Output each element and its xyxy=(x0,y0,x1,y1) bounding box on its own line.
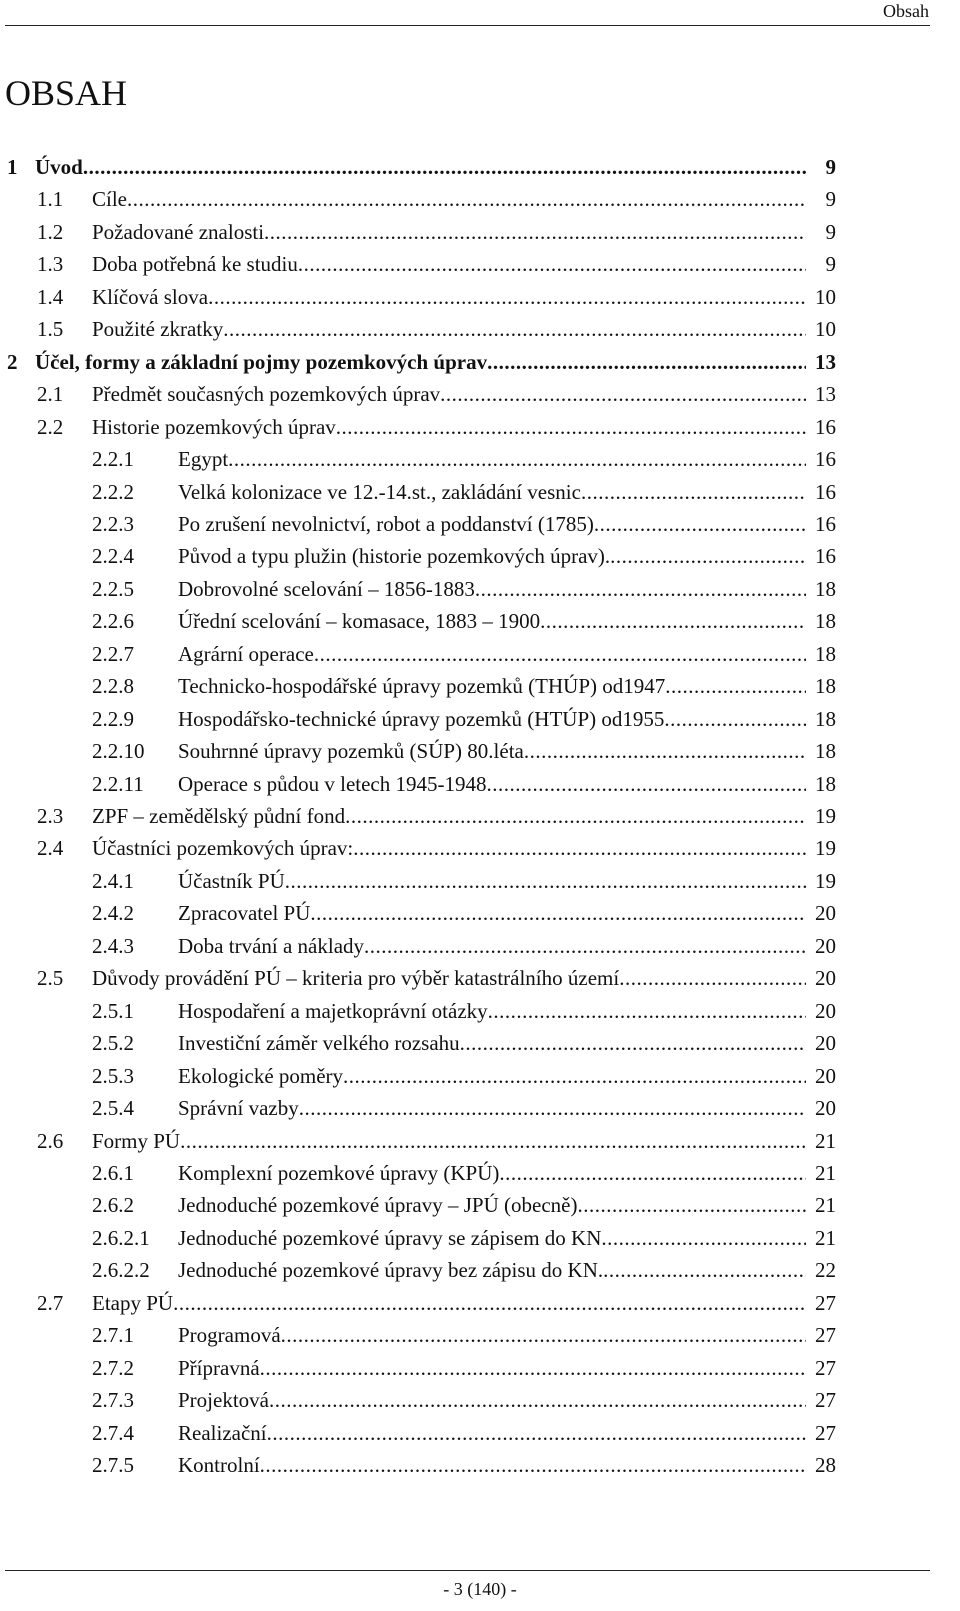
toc-entry-page: 22 xyxy=(815,1258,836,1283)
toc-dot-leader xyxy=(223,313,806,346)
toc-entry-page: 20 xyxy=(815,966,836,991)
toc-entry-number: 2.2 xyxy=(37,414,64,439)
toc-entry-number: 2.2.5 xyxy=(92,576,134,601)
toc-entry[interactable] xyxy=(0,248,960,281)
toc-entry-number: 2.4.1 xyxy=(92,868,134,893)
toc-entry[interactable] xyxy=(0,735,960,768)
toc-entry[interactable] xyxy=(0,1384,960,1417)
toc-entry-label: Jednoduché pozemkové úpravy se zápisem do KN xyxy=(178,1225,602,1250)
toc-entry[interactable] xyxy=(0,930,960,963)
toc-entry-number: 2.7.5 xyxy=(92,1453,134,1477)
toc-entry-label: Účastník PÚ xyxy=(178,868,285,893)
toc-entry[interactable] xyxy=(0,832,960,865)
toc-entry-number: 2.7 xyxy=(37,1290,64,1315)
toc-entry-number: 2.2.11 xyxy=(92,771,144,796)
toc-entry-body xyxy=(178,443,806,476)
toc-entry-number: 2.5.3 xyxy=(92,1063,134,1088)
toc-entry[interactable] xyxy=(0,443,960,476)
toc-entry[interactable] xyxy=(0,216,960,249)
toc-entry-page: 18 xyxy=(815,641,836,666)
toc-entry-number: 2.1 xyxy=(37,382,64,407)
toc-entry-label: Projektová xyxy=(178,1388,269,1413)
running-header: Obsah xyxy=(883,1,929,21)
toc-entry-number: 2 xyxy=(7,349,18,374)
toc-dot-leader xyxy=(260,1352,806,1385)
toc-entry-number: 2.4 xyxy=(37,836,64,861)
toc-dot-leader xyxy=(524,735,806,768)
toc-entry-page: 10 xyxy=(815,284,836,309)
toc-entry-body xyxy=(92,183,806,216)
toc-entry-page: 18 xyxy=(815,771,836,796)
toc-entry-page: 20 xyxy=(815,1096,836,1121)
toc-dot-leader xyxy=(228,443,806,476)
toc-entry-number: 2.6.2.2 xyxy=(92,1258,150,1283)
toc-entry-body xyxy=(178,1157,806,1190)
toc-entry-label: Investiční záměr velkého rozsahu xyxy=(178,1031,460,1056)
toc-dot-leader xyxy=(269,1384,806,1417)
toc-dot-leader xyxy=(173,1287,806,1320)
toc-entry-label: Správní vazby xyxy=(178,1096,299,1121)
toc-entry[interactable] xyxy=(0,476,960,509)
toc-dot-leader xyxy=(83,151,806,184)
toc-entry-body xyxy=(35,346,806,379)
toc-entry-page: 18 xyxy=(815,706,836,731)
toc-entry-page: 16 xyxy=(815,479,836,504)
toc-entry-body xyxy=(178,1319,806,1352)
toc-entry[interactable] xyxy=(0,183,960,216)
toc-entry[interactable] xyxy=(0,281,960,314)
toc-dot-leader xyxy=(343,1060,806,1093)
toc-entry[interactable] xyxy=(0,768,960,801)
toc-dot-leader xyxy=(208,281,806,314)
toc-entry-number: 2.5.4 xyxy=(92,1096,134,1121)
toc-entry-label: Velká kolonizace ve 12.-14.st., zakládání vesnic xyxy=(178,479,581,504)
toc-entry-page: 16 xyxy=(815,447,836,472)
toc-dot-leader xyxy=(460,1027,806,1060)
toc-entry-page: 13 xyxy=(815,382,836,407)
toc-dot-leader xyxy=(499,1157,806,1190)
toc-entry[interactable] xyxy=(0,703,960,736)
toc-entry-body xyxy=(178,768,806,801)
toc-entry-body xyxy=(92,281,806,314)
toc-entry-page: 19 xyxy=(815,804,836,828)
toc-entry-body xyxy=(178,508,806,541)
toc-entry-body xyxy=(178,897,806,930)
footer-rule xyxy=(5,1570,930,1571)
toc-entry-label: Komplexní pozemkové úpravy (KPÚ) xyxy=(178,1160,500,1185)
header-rule xyxy=(5,25,930,26)
toc-entry-number: 2.6.2.1 xyxy=(92,1225,150,1250)
toc-entry-page: 9 xyxy=(825,219,836,244)
toc-dot-leader xyxy=(488,995,806,1028)
toc-dot-leader xyxy=(260,1449,806,1482)
toc-entry-number: 2.2.1 xyxy=(92,447,134,472)
toc-entry-page: 16 xyxy=(815,414,836,439)
toc-entry-page: 9 xyxy=(825,187,836,212)
toc-entry-page: 16 xyxy=(815,511,836,536)
toc-entry[interactable] xyxy=(0,1287,960,1320)
toc-entry-page: 20 xyxy=(815,998,836,1023)
toc-entry-page: 20 xyxy=(815,933,836,958)
toc-dot-leader xyxy=(581,476,806,509)
toc-entry-number: 2.2.10 xyxy=(92,739,145,764)
toc-entry-number: 2.7.4 xyxy=(92,1420,134,1445)
toc-entry-body xyxy=(178,1254,806,1287)
toc-entry-label: Hospodaření a majetkoprávní otázky xyxy=(178,998,488,1023)
toc-entry-body xyxy=(178,995,806,1028)
toc-entry-body xyxy=(178,1222,806,1255)
toc-dot-leader xyxy=(487,346,806,379)
toc-entry[interactable] xyxy=(0,151,960,184)
toc-dot-leader xyxy=(665,670,806,703)
toc-entry-number: 2.5.2 xyxy=(92,1031,134,1056)
toc-entry-body xyxy=(178,605,806,638)
toc-entry[interactable] xyxy=(0,865,960,898)
toc-entry-body xyxy=(178,638,806,671)
toc-entry-label: Etapy PÚ xyxy=(92,1290,174,1315)
toc-entry-body xyxy=(178,540,806,573)
toc-entry-label: Ekologické poměry xyxy=(178,1063,344,1088)
toc-entry-number: 1 xyxy=(7,155,18,179)
toc-entry[interactable] xyxy=(0,1092,960,1125)
toc-entry-label: Operace s půdou v letech 1945-1948 xyxy=(178,771,487,796)
toc-entry-body xyxy=(178,1417,806,1450)
toc-entry-page: 19 xyxy=(815,836,836,861)
toc-entry-label: Použité zkratky xyxy=(92,317,224,342)
toc-entry-number: 2.2.7 xyxy=(92,641,134,666)
toc-entry[interactable] xyxy=(0,378,960,411)
toc-entry[interactable] xyxy=(0,897,960,930)
toc-entry-label: Klíčová slova xyxy=(92,284,209,309)
toc-entry-body xyxy=(92,800,806,833)
toc-dot-leader xyxy=(603,1254,806,1287)
toc-entry-page: 27 xyxy=(815,1388,836,1413)
toc-entry-number: 2.2.6 xyxy=(92,609,134,634)
toc-entry-page: 16 xyxy=(815,544,836,569)
toc-entry-body xyxy=(178,930,806,963)
toc-entry[interactable] xyxy=(0,313,960,346)
toc-entry[interactable] xyxy=(0,1189,960,1222)
toc-entry-body xyxy=(92,248,806,281)
toc-entry-page: 18 xyxy=(815,576,836,601)
toc-dot-leader xyxy=(267,1417,806,1450)
toc-entry[interactable] xyxy=(0,800,960,833)
toc-entry-label: Úvod xyxy=(35,155,83,179)
toc-entry-body xyxy=(178,1060,806,1093)
toc-entry-number: 2.2.3 xyxy=(92,511,134,536)
toc-entry-number: 1.5 xyxy=(37,317,64,342)
toc-entry-page: 21 xyxy=(815,1128,836,1153)
toc-entry-page: 21 xyxy=(815,1160,836,1185)
toc-entry-body xyxy=(92,832,806,865)
toc-entry-label: Egypt xyxy=(178,447,229,472)
toc-entry[interactable] xyxy=(0,605,960,638)
toc-entry[interactable] xyxy=(0,995,960,1028)
toc-entry-body xyxy=(178,1449,806,1482)
toc-entry-label: Původ a typu plužin (historie pozemkových úprav). xyxy=(178,544,611,569)
toc-entry-label: Důvody provádění PÚ – kriteria pro výběr katastrálního území xyxy=(92,966,620,991)
toc-entry[interactable] xyxy=(0,1254,960,1287)
toc-entry-number: 2.2.2 xyxy=(92,479,134,504)
toc-entry-label: Doba trvání a náklady xyxy=(178,933,365,958)
toc-entry-body xyxy=(92,216,806,249)
toc-dot-leader xyxy=(601,1222,806,1255)
toc-entry-number: 2.4.3 xyxy=(92,933,134,958)
toc-dot-leader xyxy=(610,540,806,573)
toc-entry-page: 21 xyxy=(815,1193,836,1218)
toc-entry-body xyxy=(92,1125,806,1158)
toc-entry-number: 2.3 xyxy=(37,804,64,828)
page-number: - 3 (140) - xyxy=(443,1579,517,1599)
toc-entry-label: Realizační xyxy=(178,1420,267,1445)
toc-entry-number: 2.6.1 xyxy=(92,1160,134,1185)
toc-entry-number: 2.7.1 xyxy=(92,1323,134,1348)
toc-dot-leader xyxy=(310,897,806,930)
toc-entry-body xyxy=(178,1189,806,1222)
toc-dot-leader xyxy=(314,638,806,671)
toc-entry-page: 27 xyxy=(815,1290,836,1315)
toc-dot-leader xyxy=(345,800,806,833)
toc-entry[interactable] xyxy=(0,1352,960,1385)
toc-entry-label: Agrární operace xyxy=(178,641,314,666)
toc-entry-label: Programová xyxy=(178,1323,281,1348)
toc-dot-leader xyxy=(475,573,806,606)
toc-entry-label: Předmět současných pozemkových úprav xyxy=(92,382,441,407)
toc-dot-leader xyxy=(336,411,806,444)
toc-entry-body xyxy=(178,1352,806,1385)
toc-entry-number: 2.7.3 xyxy=(92,1388,134,1413)
toc-entry-number: 2.5 xyxy=(37,966,64,991)
toc-entry-label: Přípravná xyxy=(178,1355,260,1380)
toc-dot-leader xyxy=(285,865,806,898)
toc-entry[interactable] xyxy=(0,540,960,573)
toc-dot-leader xyxy=(299,1092,806,1125)
toc-entry-page: 20 xyxy=(815,1063,836,1088)
toc-entry-page: 18 xyxy=(815,674,836,699)
toc-entry-number: 2.5.1 xyxy=(92,998,134,1023)
toc-entry-label: Dobrovolné scelování – 1856-1883 xyxy=(178,576,475,601)
toc-entry-body xyxy=(92,1287,806,1320)
toc-entry-page: 27 xyxy=(815,1323,836,1348)
toc-entry-number: 1.1 xyxy=(37,187,64,212)
toc-entry[interactable] xyxy=(0,573,960,606)
toc-entry-label: Jednoduché pozemkové úpravy – JPÚ (obecně) xyxy=(178,1193,578,1218)
toc-entry-body xyxy=(178,573,806,606)
toc-entry-label: Po zrušení nevolnictví, robot a poddanství (1785) xyxy=(178,511,594,536)
toc-entry-page: 9 xyxy=(825,155,836,179)
toc-entry[interactable] xyxy=(0,1319,960,1352)
toc-entry[interactable] xyxy=(0,1027,960,1060)
toc-entry-number: 2.6.2 xyxy=(92,1193,134,1218)
toc-entry-body xyxy=(92,313,806,346)
toc-entry-label: Doba potřebná ke studiu xyxy=(92,252,298,277)
toc-entry-label: Historie pozemkových úprav xyxy=(92,414,336,439)
toc-dot-leader xyxy=(364,930,806,963)
toc-entry-number: 2.2.9 xyxy=(92,706,134,731)
toc-dot-leader xyxy=(619,962,806,995)
toc-entry-label: Souhrnné úpravy pozemků (SÚP) 80.léta xyxy=(178,739,524,764)
toc-entry-page: 18 xyxy=(815,609,836,634)
page-title: OBSAH xyxy=(5,73,128,113)
toc-entry-label: Účel, formy a základní pojmy pozemkových úprav xyxy=(35,349,488,374)
toc-entry-body xyxy=(178,670,806,703)
toc-entry-number: 2.2.4 xyxy=(92,544,134,569)
toc-dot-leader xyxy=(594,508,806,541)
toc-entry[interactable] xyxy=(0,670,960,703)
toc-entry-page: 28 xyxy=(815,1453,836,1477)
toc-entry[interactable] xyxy=(0,1417,960,1450)
toc-entry-label: ZPF – zemědělský půdní fond xyxy=(92,804,346,828)
toc-entry[interactable] xyxy=(0,411,960,444)
toc-entry-page: 21 xyxy=(815,1225,836,1250)
toc-entry-page: 20 xyxy=(815,1031,836,1056)
toc-entry[interactable] xyxy=(0,1060,960,1093)
toc-dot-leader xyxy=(180,1125,806,1158)
toc-entry[interactable] xyxy=(0,1157,960,1190)
toc-entry-label: Požadované znalosti xyxy=(92,219,265,244)
toc-entry-page: 19 xyxy=(815,868,836,893)
toc-entry[interactable] xyxy=(0,1222,960,1255)
toc-dot-leader xyxy=(440,378,806,411)
toc-entry-number: 1.3 xyxy=(37,252,64,277)
toc-dot-leader xyxy=(577,1189,806,1222)
toc-entry-number: 2.6 xyxy=(37,1128,64,1153)
toc-entry-label: Jednoduché pozemkové úpravy bez zápisu do KN. xyxy=(178,1258,604,1283)
toc-entry-page: 27 xyxy=(815,1355,836,1380)
toc-entry-body xyxy=(92,411,806,444)
toc-entry-label: Úřední scelování – komasace, 1883 – 1900 xyxy=(178,609,541,634)
toc-entry-page: 18 xyxy=(815,739,836,764)
toc-dot-leader xyxy=(264,216,806,249)
toc-entry-number: 1.4 xyxy=(37,284,64,309)
toc-entry-body xyxy=(178,735,806,768)
toc-entry[interactable] xyxy=(0,1125,960,1158)
toc-entry-body xyxy=(92,962,806,995)
toc-entry-body xyxy=(178,1092,806,1125)
toc-entry-page: 13 xyxy=(815,349,836,374)
toc-entry[interactable] xyxy=(0,346,960,379)
toc-entry-number: 2.2.8 xyxy=(92,674,134,699)
toc-entry-body xyxy=(178,1027,806,1060)
toc-entry-number: 1.2 xyxy=(37,219,64,244)
toc-entry[interactable] xyxy=(0,1449,960,1482)
toc-entry-page: 9 xyxy=(825,252,836,277)
toc-dot-leader xyxy=(540,605,806,638)
toc-entry-body xyxy=(35,151,806,184)
toc-entry-body xyxy=(178,1384,806,1417)
toc-dot-leader xyxy=(298,248,806,281)
toc-entry-label: Technicko-hospodářské úpravy pozemků (THÚP) od1947 xyxy=(178,674,666,699)
toc-entry-body xyxy=(92,378,806,411)
toc-entry-label: Účastníci pozemkových úprav: xyxy=(92,836,354,861)
toc-entry-number: 2.7.2 xyxy=(92,1355,134,1380)
toc-entry-page: 20 xyxy=(815,901,836,926)
toc-entry-label: Cíle xyxy=(92,187,127,212)
toc-entry-body xyxy=(178,703,806,736)
toc-dot-leader xyxy=(281,1319,806,1352)
toc-dot-leader xyxy=(664,703,806,736)
toc-entry-body xyxy=(178,476,806,509)
toc-entry-label: Hospodářsko-technické úpravy pozemků (HTÚP) od1955 xyxy=(178,706,665,731)
toc-dot-leader xyxy=(353,832,806,865)
toc-dot-leader xyxy=(487,768,807,801)
toc-entry[interactable] xyxy=(0,962,960,995)
toc-entry-label: Formy PÚ xyxy=(92,1128,181,1153)
toc-entry-page: 10 xyxy=(815,317,836,342)
toc-entry[interactable] xyxy=(0,638,960,671)
toc-dot-leader xyxy=(127,183,806,216)
toc-entry-body xyxy=(178,865,806,898)
toc-entry-label: Kontrolní xyxy=(178,1453,260,1477)
toc-entry-page: 27 xyxy=(815,1420,836,1445)
toc-entry-number: 2.4.2 xyxy=(92,901,134,926)
toc-entry-label: Zpracovatel PÚ xyxy=(178,901,311,926)
toc-entry[interactable] xyxy=(0,508,960,541)
